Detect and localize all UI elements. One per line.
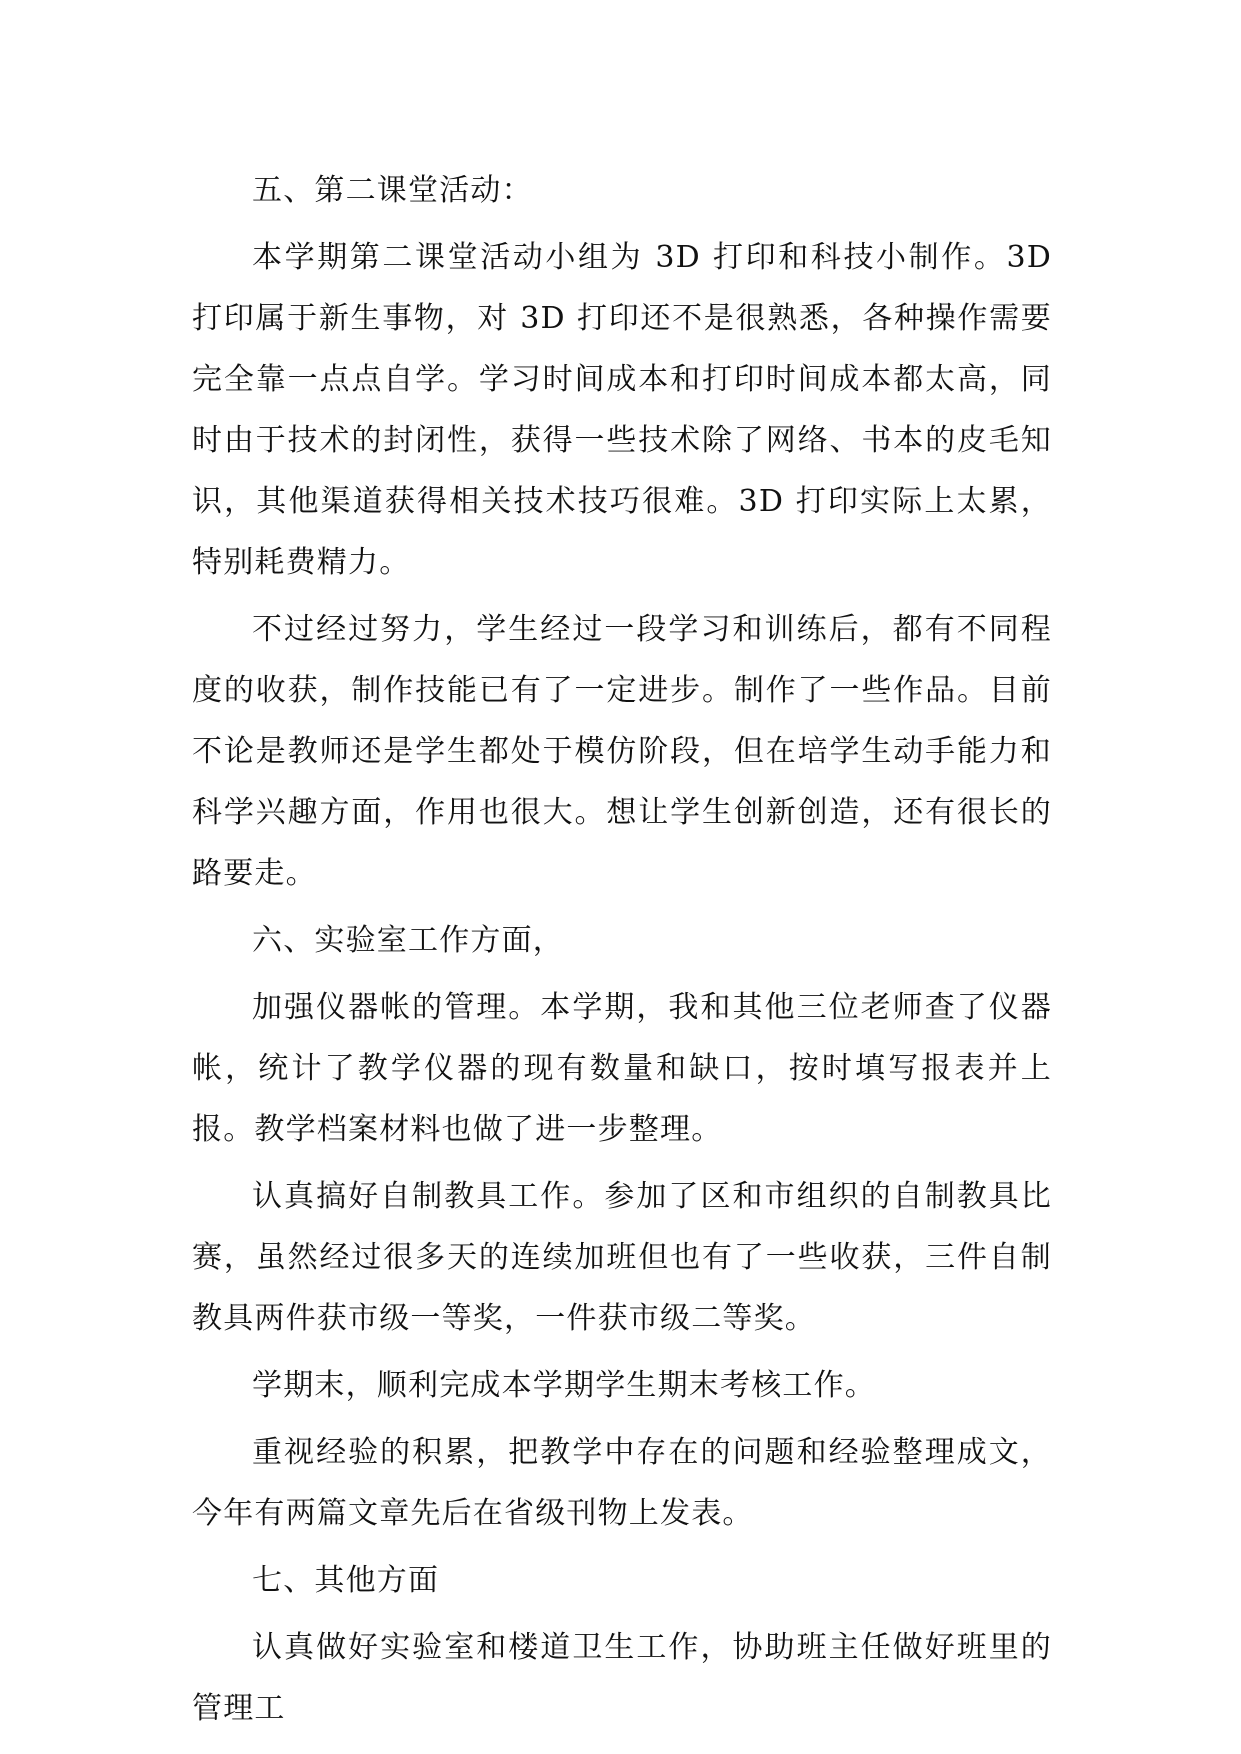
paragraph-3d-printing: 本学期第二课堂活动小组为 3D 打印和科技小制作。3D 打印属于新生事物，对 3D 打印还不是很熟悉，各种操作需要完全靠一点点自学。学习时间成本和打印时间成本都太高，同时由于技术的封闭性，获得一些技术除了网络、书本的皮毛知识，其他渠道获得相关技术技巧很难。3D 打印实际上太累，特别耗费精力。: [192, 240, 1052, 580]
paragraph-teaching-aids: 认真搞好自制教具工作。参加了区和市组织的自制教具比赛，虽然经过很多天的连续加班但也有了一些收获，三件自制教具两件获市级一等奖，一件获市级二等奖。: [192, 1179, 1052, 1336]
paragraph-final-exams: 学期末，顺利完成本学期学生期末考核工作。: [252, 1368, 876, 1403]
paragraph-experience-articles: 重视经验的积累，把教学中存在的问题和经验整理成文，今年有两篇文章先后在省级刊物上发表。: [192, 1435, 1052, 1531]
paragraph-hygiene-work: 认真做好实验室和楼道卫生工作，协助班主任做好班里的管理工: [192, 1630, 1052, 1726]
paragraph-instrument-management: 加强仪器帐的管理。本学期，我和其他三位老师查了仪器帐，统计了教学仪器的现有数量和缺口，按时填写报表并上报。教学档案材料也做了进一步整理。: [192, 990, 1052, 1147]
paragraph-student-progress: 不过经过努力，学生经过一段学习和训练后，都有不同程度的收获，制作技能已有了一定进步。制作了一些作品。目前不论是教师还是学生都处于模仿阶段，但在培学生动手能力和科学兴趣方面，作用也很大。想让学生创新创造，还有很长的路要走。: [192, 612, 1052, 891]
document-body: [192, 160, 1052, 1745]
section-heading-lab-work: 六、实验室工作方面，: [252, 923, 564, 958]
section-heading-second-classroom: 五、第二课堂活动：: [252, 173, 533, 208]
section-heading-other: 七、其他方面: [252, 1563, 440, 1598]
